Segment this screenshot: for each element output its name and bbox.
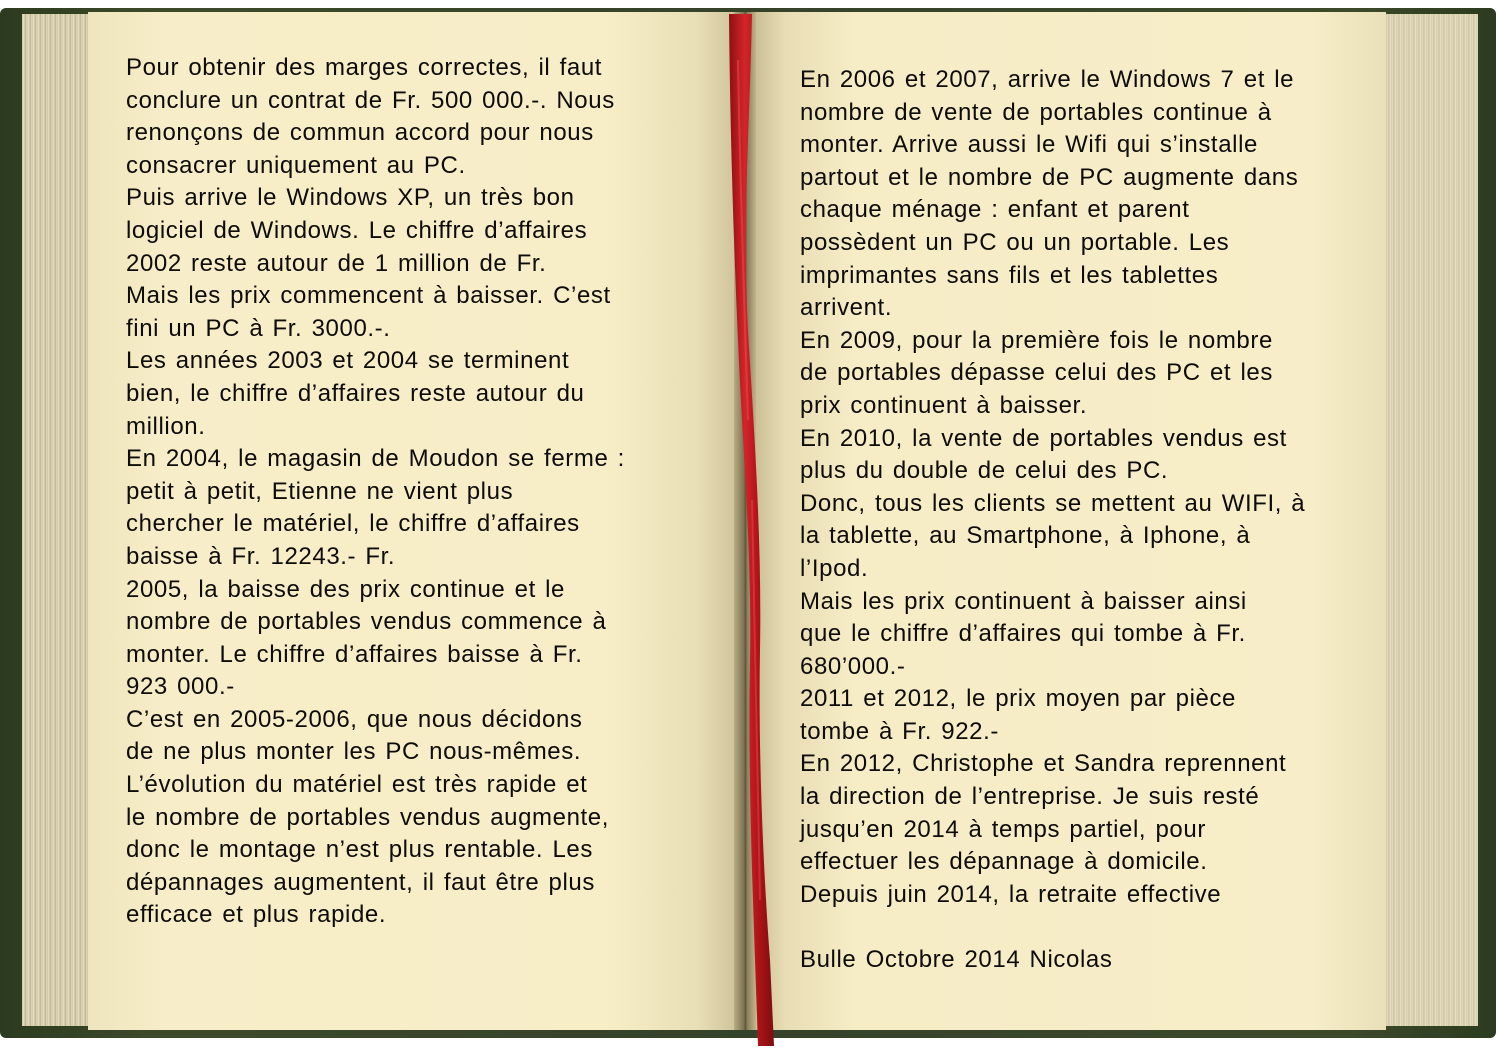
text-line: En 2006 et 2007, arrive le Windows 7 et le — [800, 66, 1295, 93]
text-line: conclure un contrat de Fr. 500 000.-. Nous — [126, 86, 615, 114]
text-line: 2002 reste autour de 1 million de Fr. — [126, 249, 547, 277]
text-line: l’Ipod. — [800, 554, 869, 582]
text-line: Les années 2003 et 2004 se terminent — [126, 347, 570, 375]
text-line: Mais les prix commencent à baisser. C’est — [126, 282, 611, 310]
text-line: En 2004, le magasin de Moudon se ferme : — [126, 445, 625, 473]
left-page-edges — [22, 14, 94, 1026]
text-line: la direction de l’entreprise. Je suis resté — [800, 783, 1260, 811]
text-line: 680’000.- — [800, 652, 906, 680]
text-line: monter. Le chiffre d’affaires baisse à Fr. — [126, 640, 583, 668]
book-gutter — [734, 12, 756, 1030]
text-line: tombe à Fr. 922.- — [800, 717, 999, 745]
right-page-edges — [1372, 14, 1478, 1026]
text-line: baisse à Fr. 12243.- Fr. — [126, 542, 396, 570]
text-line: dépannages augmentent, il faut être plus — [126, 868, 595, 896]
text-line: efficace et plus rapide. — [126, 901, 387, 929]
text-line: nombre de portables vendus commence à — [126, 608, 607, 636]
text-line: En 2010, la vente de portables vendus est — [800, 424, 1287, 452]
text-line: Donc, tous les clients se mettent au WIFI, à — [800, 489, 1306, 517]
text-line: En 2009, pour la première fois le nombre — [800, 326, 1273, 354]
text-line: chaque ménage : enfant et parent — [800, 196, 1190, 224]
text-line: que le chiffre d’affaires qui tombe à Fr. — [800, 620, 1246, 648]
text-line: la tablette, au Smartphone, à Iphone, à — [800, 522, 1251, 550]
text-line: L’évolution du matériel est très rapide et — [126, 771, 588, 799]
text-line: donc le montage n’est plus rentable. Les — [126, 836, 593, 864]
right-page-text — [800, 64, 1305, 977]
text-line: Pour obtenir des marges correctes, il faut — [126, 54, 603, 81]
text-line: consacrer uniquement au PC. — [126, 151, 466, 179]
text-line: En 2012, Christophe et Sandra reprennent — [800, 750, 1287, 778]
text-line: Depuis juin 2014, la retraite effective — [800, 880, 1222, 908]
text-line: de portables dépasse celui des PC et les — [800, 359, 1273, 387]
text-line: prix continuent à baisser. — [800, 391, 1088, 419]
text-line: C’est en 2005-2006, que nous décidons — [126, 705, 583, 733]
text-line: effectuer les dépannage à domicile. — [800, 848, 1208, 876]
text-line: monter. Arrive aussi le Wifi qui s’installe — [800, 131, 1258, 159]
text-line: Mais les prix continuent à baisser ainsi — [800, 587, 1247, 615]
text-line: le nombre de portables vendus augmente, — [126, 803, 610, 831]
text-line: million. — [126, 412, 206, 440]
text-line: fini un PC à Fr. 3000.-. — [126, 314, 391, 342]
text-line: 2011 et 2012, le prix moyen par pièce — [800, 685, 1237, 713]
text-line: jusqu’en 2014 à temps partiel, pour — [800, 815, 1206, 843]
text-line: imprimantes sans fils et les tablettes — [800, 261, 1219, 289]
signature-line: Bulle Octobre 2014 Nicolas — [800, 946, 1113, 974]
text-line: possèdent un PC ou un portable. Les — [800, 228, 1230, 256]
text-line: de ne plus monter les PC nous-mêmes. — [126, 738, 582, 766]
left-page-text — [126, 52, 625, 932]
text-line: logiciel de Windows. Le chiffre d’affaires — [126, 216, 588, 244]
text-line: nombre de vente de portables continue à — [800, 98, 1272, 126]
text-line: 2005, la baisse des prix continue et le — [126, 575, 565, 603]
text-line: arrivent. — [800, 294, 893, 322]
text-line: Puis arrive le Windows XP, un très bon — [126, 184, 575, 212]
text-line: 923 000.- — [126, 673, 235, 701]
text-line: renonçons de commun accord pour nous — [126, 119, 594, 147]
text-line: plus du double de celui des PC. — [800, 457, 1169, 485]
text-line: petit à petit, Etienne ne vient plus — [126, 477, 514, 505]
text-line: partout et le nombre de PC augmente dans — [800, 163, 1299, 191]
text-line: bien, le chiffre d’affaires reste autour du — [126, 379, 585, 407]
blank-line — [800, 911, 1305, 944]
text-line: chercher le matériel, le chiffre d’affaires — [126, 510, 580, 538]
